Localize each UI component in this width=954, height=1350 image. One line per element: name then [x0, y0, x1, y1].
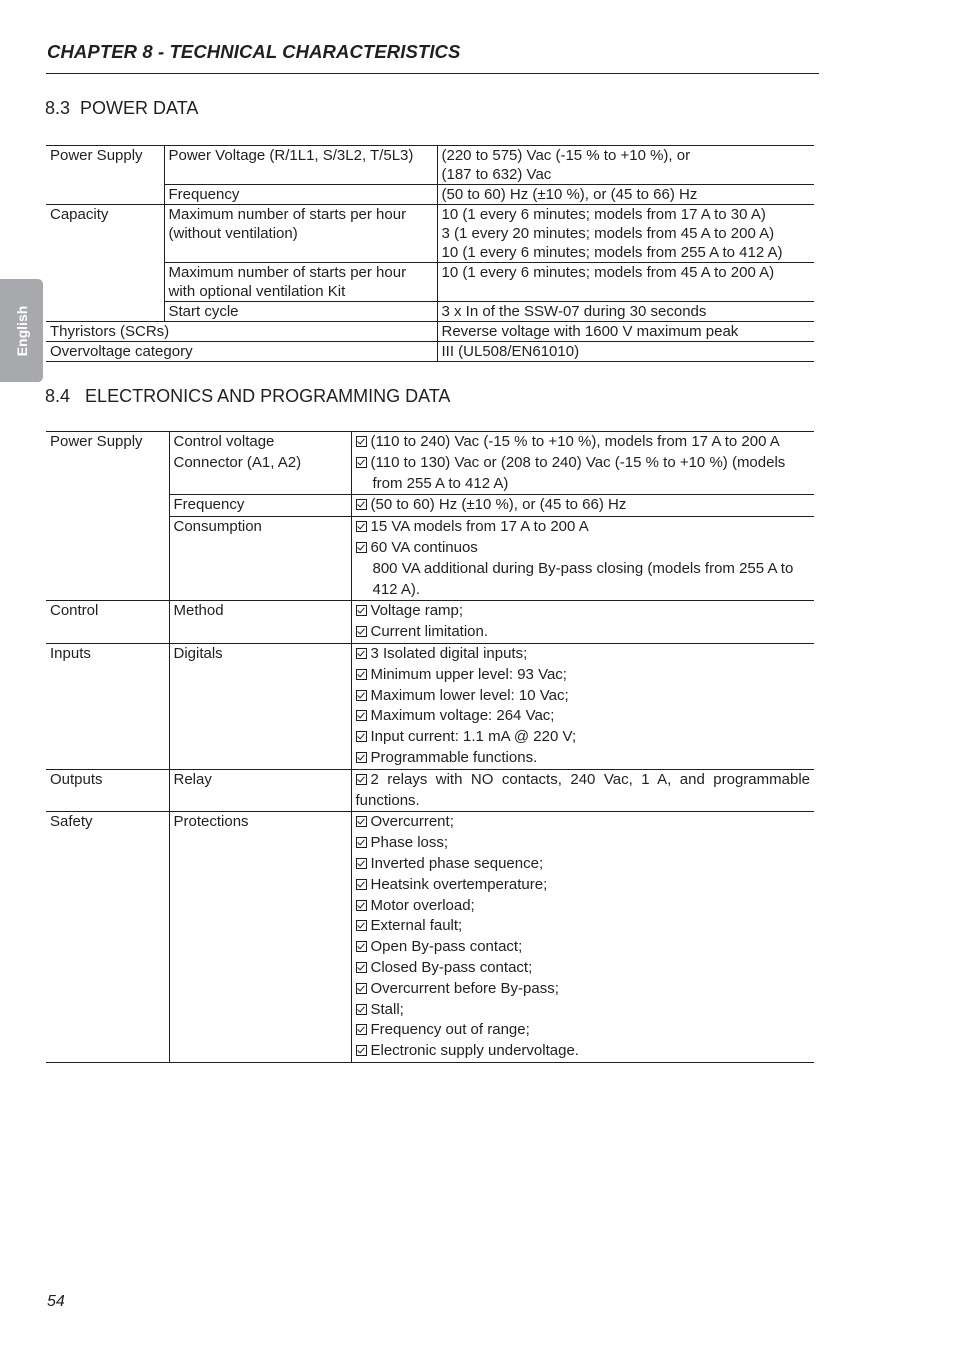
- list-item: Stall;: [356, 1000, 811, 1021]
- checkbox-icon: [356, 983, 367, 994]
- row-label: Thyristors (SCRs): [50, 323, 170, 340]
- table-cell: [437, 185, 814, 205]
- section-8-3-heading: [45, 98, 198, 119]
- list-item: Input current: 1.1 mA @ 220 V;: [356, 727, 811, 748]
- checkbox-icon: [356, 710, 367, 721]
- checkbox-icon: [356, 731, 367, 742]
- table-cell: [437, 146, 814, 185]
- table-cell: [46, 601, 169, 644]
- param-label: Start cycle: [168, 303, 239, 320]
- param-label: Protections: [173, 813, 249, 831]
- table-row: [46, 205, 814, 263]
- checkbox-icon: [356, 690, 367, 701]
- table-cell: [437, 302, 814, 322]
- checkbox-icon: [356, 499, 367, 510]
- table-cell: [351, 517, 814, 601]
- param-label: Digitals: [173, 644, 223, 662]
- table-cell: [351, 495, 814, 517]
- table-cell: [46, 432, 169, 601]
- checkbox-icon: [356, 648, 367, 659]
- section-title: POWER DATA: [80, 98, 199, 118]
- table-cell: [351, 432, 814, 495]
- table-cell: [46, 342, 437, 362]
- param-label: with optional ventilation Kit: [168, 283, 346, 300]
- table-cell: [169, 517, 351, 601]
- checkbox-icon: [356, 1004, 367, 1015]
- consumption-note: 800 VA additional during By-pass closing (models from 255 A to 412 A).: [372, 559, 794, 598]
- table-cell: [437, 205, 814, 263]
- table-cell: [437, 263, 814, 302]
- table-cell: [169, 812, 351, 1063]
- list-item: Overcurrent;: [356, 812, 811, 833]
- section-8-4-heading: [45, 386, 450, 407]
- param-value: III (UL508/EN61010): [441, 343, 580, 360]
- checkbox-icon: [356, 605, 367, 616]
- table-cell: [351, 601, 814, 644]
- row-label: Overvoltage category: [50, 343, 193, 360]
- checkbox-icon: [356, 436, 367, 447]
- section-title: ELECTRONICS AND PROGRAMMING DATA: [85, 386, 451, 406]
- table-row: [46, 432, 814, 495]
- table-cell: [169, 643, 351, 769]
- table-cell: [164, 205, 437, 263]
- language-tab: [0, 279, 43, 382]
- param-label: (without ventilation): [168, 225, 298, 242]
- table-cell: [164, 302, 437, 322]
- page-number: 54: [47, 1293, 65, 1310]
- table-cell: [351, 643, 814, 769]
- param-label: Method: [173, 602, 224, 620]
- list-item: Inverted phase sequence;: [356, 854, 811, 875]
- param-label: Maximum number of starts per hour: [168, 264, 407, 281]
- checkbox-icon: [356, 837, 367, 848]
- list-item: Voltage ramp;: [356, 601, 811, 622]
- param-value: 3 x In of the SSW-07 during 30 seconds: [441, 303, 707, 320]
- param-label: Power Voltage (R/1L1, S/3L2, T/5L3): [168, 147, 414, 164]
- table-cell: [46, 812, 169, 1063]
- table-cell: [169, 495, 351, 517]
- chapter-title: CHAPTER 8 - TECHNICAL CHARACTERISTICS: [47, 41, 461, 62]
- table-cell: [169, 432, 351, 495]
- table-row: [46, 601, 814, 644]
- row-label: Safety: [50, 813, 93, 831]
- row-label: Inputs: [50, 644, 91, 662]
- list-item: Electronic supply undervoltage.: [356, 1041, 811, 1062]
- list-item: (50 to 60) Hz (±10 %), or (45 to 66) Hz: [356, 495, 811, 516]
- table-cell: [164, 185, 437, 205]
- list-item: Current limitation.: [356, 622, 811, 643]
- table-cell: [46, 769, 169, 812]
- checkbox-icon: [356, 816, 367, 827]
- list-item: Minimum upper level: 93 Vac;: [356, 665, 811, 686]
- param-value: (50 to 60) Hz (±10 %), or (45 to 66) Hz: [441, 186, 698, 203]
- list-item: 15 VA models from 17 A to 200 A: [356, 517, 811, 538]
- table-row: [46, 812, 814, 1063]
- table-row: [46, 643, 814, 769]
- power-data-table: [46, 145, 814, 362]
- list-item: Programmable functions.: [356, 748, 811, 769]
- row-label: Power Supply: [50, 147, 143, 164]
- language-tab-label: English: [13, 305, 30, 356]
- param-label: Frequency: [173, 496, 245, 514]
- param-value: 3 (1 every 20 minutes; models from 45 A to 200 A): [441, 225, 775, 242]
- list-item: Maximum lower level: 10 Vac;: [356, 686, 811, 707]
- table-cell: [437, 322, 814, 342]
- checkbox-icon: [356, 941, 367, 952]
- list-item: Phase loss;: [356, 833, 811, 854]
- list-item: (110 to 130) Vac or (208 to 240) Vac (-15 % to +10 %) (models from 255 A to 412 A): [356, 453, 811, 495]
- list-item: Maximum voltage: 264 Vac;: [356, 706, 811, 727]
- table-cell: [164, 146, 437, 185]
- checkbox-icon: [356, 962, 367, 973]
- param-label: Control voltage: [173, 433, 275, 450]
- table-row: [46, 146, 814, 185]
- section-number: 8.3: [45, 98, 71, 118]
- checkbox-icon: [356, 774, 367, 785]
- checkbox-icon: [356, 1045, 367, 1056]
- table-cell: [164, 263, 437, 302]
- param-label: Relay: [173, 770, 212, 788]
- checkbox-icon: [356, 900, 367, 911]
- checkbox-icon: [356, 879, 367, 890]
- param-label: Connector (A1, A2): [173, 453, 302, 471]
- row-label: Control: [50, 602, 99, 620]
- checkbox-icon: [356, 457, 367, 468]
- checkbox-icon: [356, 1024, 367, 1035]
- table-cell: [169, 769, 351, 812]
- table-row: [46, 322, 814, 342]
- table-cell: [169, 601, 351, 644]
- table-cell: [46, 146, 164, 205]
- chapter-divider: [46, 73, 819, 74]
- table-cell: [351, 769, 814, 812]
- param-value: 10 (1 every 6 minutes; models from 45 A to 200 A): [441, 264, 775, 281]
- checkbox-icon: [356, 626, 367, 637]
- table-cell: [351, 812, 814, 1063]
- list-item: (110 to 240) Vac (-15 % to +10 %), models from 17 A to 200 A: [356, 432, 811, 453]
- list-item: Frequency out of range;: [356, 1020, 811, 1041]
- table-cell: [46, 322, 437, 342]
- row-label: Capacity: [50, 206, 109, 223]
- param-value: (220 to 575) Vac (-15 % to +10 %), or: [441, 147, 691, 164]
- param-value: (187 to 632) Vac: [441, 166, 552, 183]
- row-label: Outputs: [50, 770, 103, 788]
- list-item: Overcurrent before By-pass;: [356, 979, 811, 1000]
- table-cell: [437, 342, 814, 362]
- list-item: Closed By-pass contact;: [356, 958, 811, 979]
- table-cell: [46, 643, 169, 769]
- param-value: 10 (1 every 6 minutes; models from 255 A to 412 A): [441, 244, 783, 261]
- param-label: Frequency: [168, 186, 240, 203]
- checkbox-icon: [356, 920, 367, 931]
- list-item: 60 VA continuos: [356, 538, 811, 559]
- list-item: Open By-pass contact;: [356, 937, 811, 958]
- param-value: 10 (1 every 6 minutes; models from 17 A to 30 A): [441, 206, 766, 223]
- list-item: External fault;: [356, 916, 811, 937]
- param-label: Maximum number of starts per hour: [168, 206, 407, 223]
- checkbox-icon: [356, 858, 367, 869]
- table-cell: [46, 205, 164, 322]
- param-label: Consumption: [173, 518, 262, 536]
- row-label: Power Supply: [50, 433, 143, 450]
- checkbox-icon: [356, 752, 367, 763]
- table-row: [46, 342, 814, 362]
- list-item: Motor overload;: [356, 896, 811, 917]
- checkbox-icon: [356, 669, 367, 680]
- list-item: 2 relays with NO contacts, 240 Vac, 1 A, and programmable functions.: [355, 770, 810, 809]
- electronics-data-table: [46, 431, 814, 1063]
- param-value: Reverse voltage with 1600 V maximum peak: [441, 323, 739, 340]
- table-row: [46, 769, 814, 812]
- list-item: Heatsink overtemperature;: [356, 875, 811, 896]
- list-item: 3 Isolated digital inputs;: [356, 644, 811, 665]
- checkbox-icon: [356, 542, 367, 553]
- checkbox-icon: [356, 521, 367, 532]
- section-number: 8.4: [45, 386, 71, 406]
